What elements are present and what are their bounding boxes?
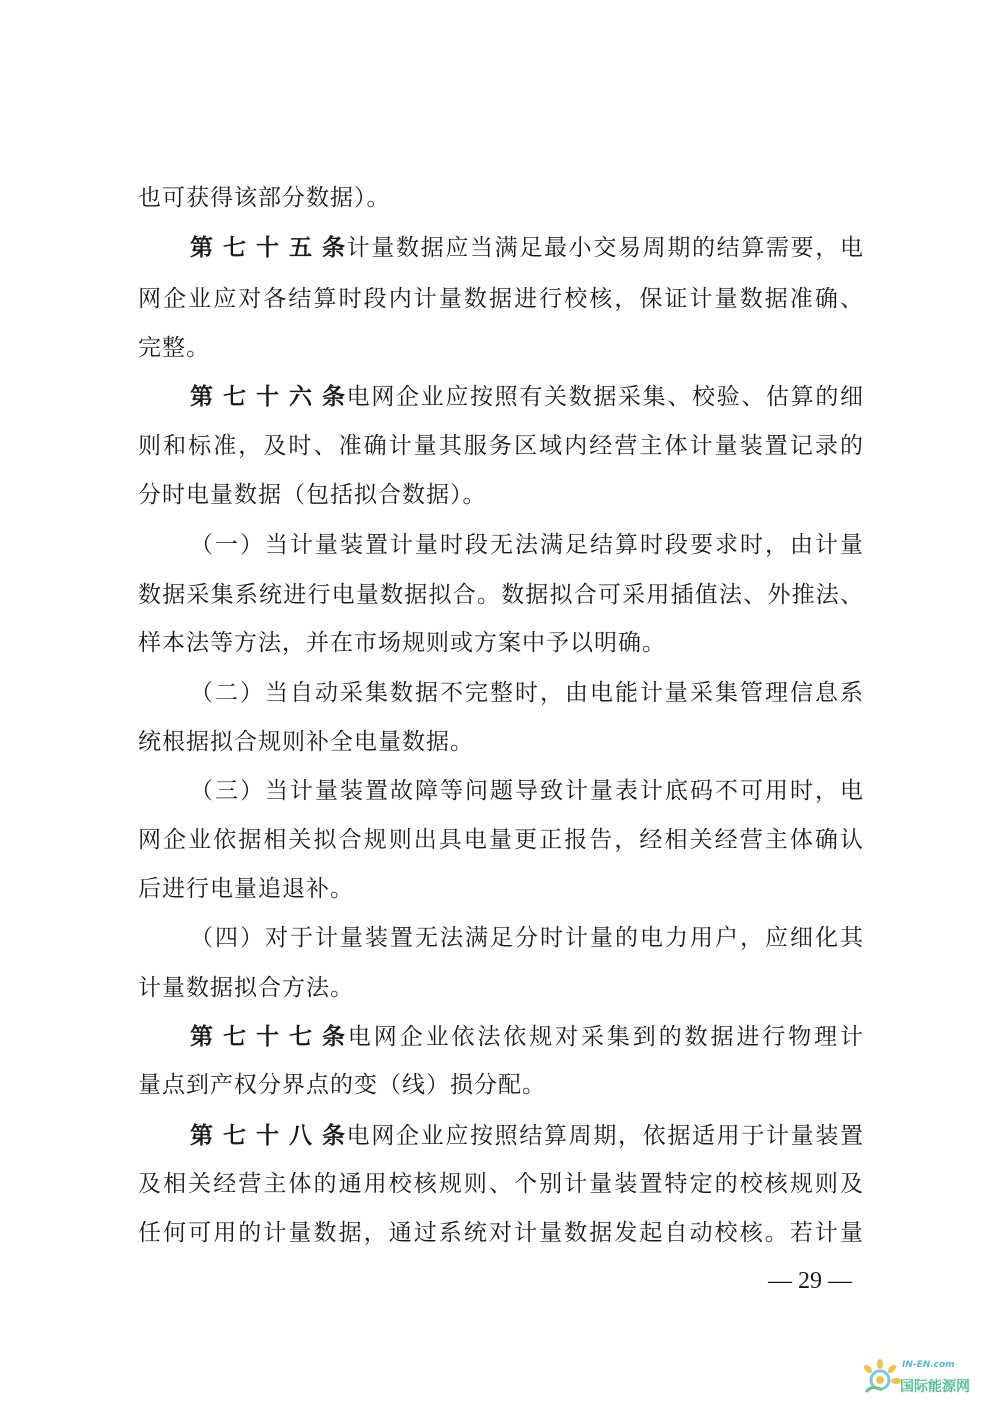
text-line: 完整。 [138, 335, 210, 361]
article-heading: 第七十五条 [190, 234, 346, 261]
clause-2-line: （二）当自动采集数据不完整时，由电能计量采集管理信息系 [190, 680, 864, 706]
text-line: 网企业应对各结算时段内计量数据进行校核，保证计量数据准确、 [138, 286, 864, 312]
article-78-line: 第七十八条电网企业应按照结算周期，依据适用于计量装置 [190, 1119, 864, 1153]
article-heading: 第七十八条 [190, 1122, 346, 1149]
text-line: 也可获得该部分数据）。 [138, 185, 391, 211]
text-line: 及相关经营主体的通用校核规则、个别计量装置特定的校核规则及 [138, 1171, 864, 1197]
clause-3-line: （三）当计量装置故障等问题导致计量表计底码不可用时，电 [190, 778, 864, 804]
text-line: 统根据拟合规则补全电量数据。 [138, 729, 474, 755]
text-line: 样本法等方法，并在市场规则或方案中予以明确。 [138, 630, 666, 656]
text-line: 计量数据拟合方法。 [138, 975, 354, 1001]
text-line: 分时电量数据（包括拟合数据）。 [138, 482, 487, 508]
article-heading: 第七十七条 [190, 1023, 346, 1050]
article-75-line: 第七十五条计量数据应当满足最小交易周期的结算需要，电 [190, 231, 864, 265]
text-line: 数据采集系统进行电量数据拟合。数据拟合可采用插值法、外推法、 [138, 582, 864, 608]
watermark-logo [858, 1352, 998, 1402]
text-line: 则和标准，及时、准确计量其服务区域内经营主体计量装置记录的 [138, 433, 864, 459]
text-line: 后进行电量追退补。 [138, 876, 354, 902]
clause-1-line: （一）当计量装置计量时段无法满足结算时段要求时，由计量 [190, 532, 864, 558]
watermark-site: IN-EN.com [902, 1360, 955, 1370]
article-76-line: 第七十六条电网企业应按照有关数据采集、校验、估算的细 [190, 380, 864, 414]
article-heading: 第七十六条 [190, 383, 346, 410]
text-line: 网企业依据相关拟合规则出具电量更正报告，经相关经营主体确认 [138, 827, 864, 853]
article-77-line: 第七十七条电网企业依法依规对采集到的数据进行物理计 [190, 1020, 864, 1054]
sun-leaf-icon [858, 1356, 902, 1400]
watermark-brand: 国际能源网 [900, 1379, 970, 1395]
clause-4-line: （四）对于计量装置无法满足分时计量的电力用户，应细化其 [190, 925, 864, 951]
text-line: 量点到产权分界点的变（线）损分配。 [138, 1072, 546, 1098]
page-number: — 29 — [768, 1268, 852, 1294]
text-line: 任何可用的计量数据，通过系统对计量数据发起自动校核。若计量 [138, 1220, 864, 1246]
